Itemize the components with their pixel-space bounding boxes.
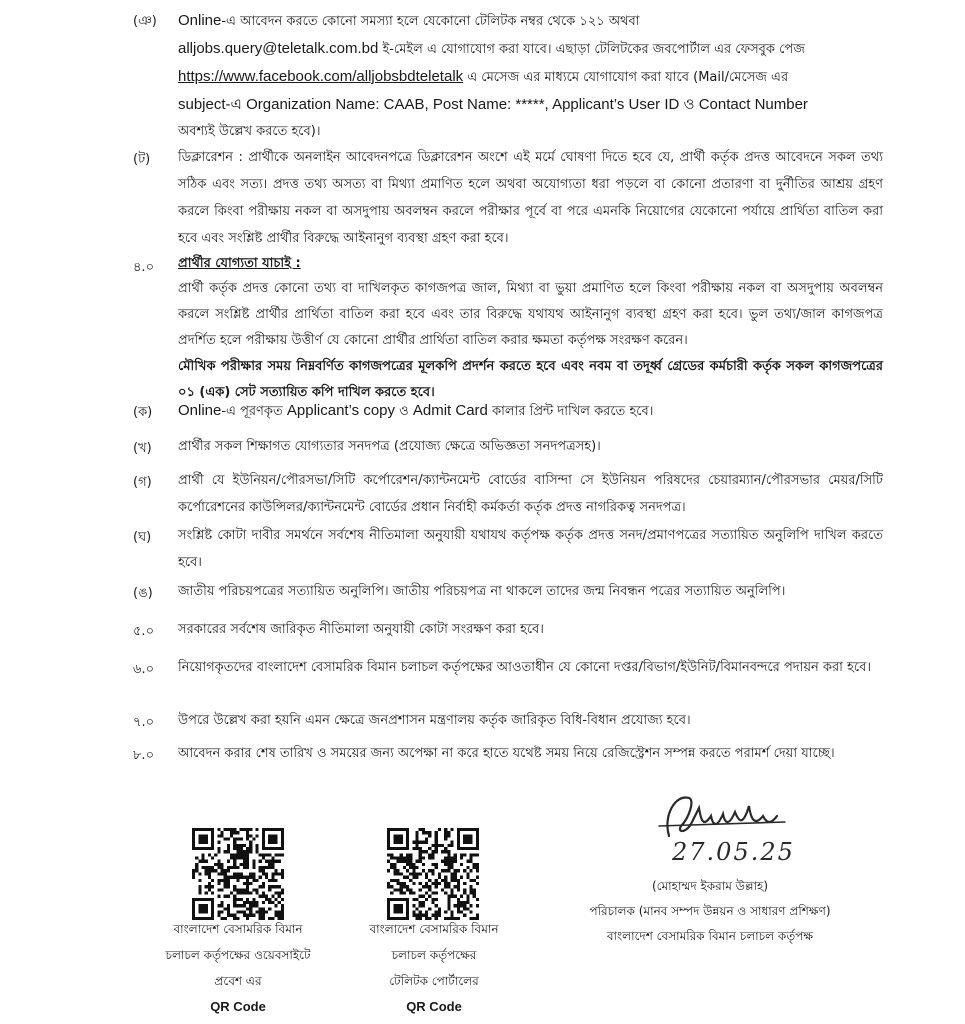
website-qr-code (192, 828, 284, 920)
facebook-link[interactable]: https://www.facebook.com/alljobsbdteletalk (178, 68, 464, 85)
item-s6 (178, 654, 883, 681)
item-s4-bold-text: মৌখিক পরীক্ষার সময় নিম্নবর্ণিত কাগজপত্রের মূলকপি প্রদর্শন করতে হবে এবং নবম বা তদূর্ধ্ব গ্রেডের কর্মচারী কর্তৃক সকল কাগজপত্রের ০১ (এক) সেট সত্যায়িত কপি দাখিল করতে হবে। (178, 359, 883, 400)
signatory-name: (মোহাম্মদ ইকরাম উল্লাহ) (651, 879, 769, 893)
item-to (178, 144, 883, 252)
qr-code-label: QR Code (406, 999, 462, 1014)
item-s4-text: প্রার্থী কর্তৃক প্রদত্ত কোনো তথ্য বা দাখিলকৃত কাগজপত্র জাল, মিথ্যা বা ভুয়া প্রমাণিত হলে কিংবা পরীক্ষায় নকল বা অসদুপায় অবলম্বন করলে সংশ্লিষ্ট প্রার্থীর প্রার্থিতা বাতিল করা হবে এবং তার বিরুদ্ধে যথাযথ আইনানুগ ব্যবস্থা গ্রহণ করা হবে। ভুল তথ্য/জাল কাগজপত্র প্রদর্শিত হলে পরীক্ষায় উত্তীর্ণ যে কোনো প্রার্থীর প্রার্থিতা বাতিল করার ক্ষমতা কর্তৃপক্ষ সংরক্ষণ করেন। (178, 281, 883, 348)
item-uo-text: জাতীয় পরিচয়পত্রের সত্যায়িত অনুলিপি। জাতীয় পরিচয়পত্র না থাকলে তাদের জন্ম নিবন্ধন পত্রের সত্যায়িত অনুলিপি। (178, 584, 786, 599)
item-kha-text: প্রার্থীর সকল শিক্ষাগত যোগ্যতার সনদপত্র (প্রযোজ্য ক্ষেত্রে অভিজ্ঞতা সনদপত্রসহ)। (178, 439, 601, 454)
item-ga (178, 467, 883, 521)
item-label-s5: ৫.০ (133, 624, 155, 639)
item-s7-text: উপরে উল্লেখ করা হয়নি এমন ক্ষেত্রে জনপ্রশাসন মন্ত্রণালয় কর্তৃক জারিকৃত বিধি-বিধান প্রযোজ্য হবে। (178, 713, 691, 728)
item-gha-text: সংশ্লিষ্ট কোটা দাবীর সমর্থনে সর্বশেষ নীতিমালা অনুযায়ী যথাযথ কর্তৃপক্ষ কর্তৃক প্রদত্ত সনদ/প্রমাণপত্রের সত্যায়িত অনুলিপি দাখিল করতে হবে। (178, 528, 883, 570)
item-s6-text: নিয়োগকৃতদের বাংলাদেশ বেসামরিক বিমান চলাচল কর্তৃপক্ষের আওতাধীন যে কোনো দপ্তর/বিভাগ/ইউনিট/বিমানবন্দরে পদায়ন করা হবে। (178, 660, 871, 675)
item-label-uo: (ঙ) (133, 586, 153, 601)
teletalk-qr-caption: বাংলাদেশ বেসামরিক বিমান চলাচল কর্তৃপক্ষের টেলিটক পোর্টালের QR Code (334, 916, 534, 1020)
item-s5-text: সরকারের সর্বশেষ জারিকৃত নীতিমালা অনুযায়ী কোটা সংরক্ষণ করা হবে। (178, 622, 544, 637)
signatory-organization: বাংলাদেশ বেসামরিক বিমান চলাচল কর্তৃপক্ষ (606, 929, 814, 943)
qr-code-label: QR Code (210, 999, 266, 1014)
item-label-s7: ৭.০ (133, 715, 155, 730)
item-kha (178, 433, 883, 460)
item-label-ka: (ক) (133, 405, 153, 420)
item-nio-line3: https://www.facebook.com/alljobsbdteletalk এ মেসেজ এর মাধ্যমে যোগাযোগ করা যাবে (Mail/মেসেজ এর (178, 68, 789, 85)
item-label-kha: (খ) (133, 441, 152, 456)
item-ka (178, 397, 883, 425)
item-label-s8: ৮.০ (133, 748, 155, 763)
item-nio-line4: subject-এ Organization Name: CAAB, Post Name: *****, Applicant’s User ID ও Contact Number (178, 96, 808, 113)
signatory-block (560, 874, 860, 949)
signature-date: 27.05.25 (672, 838, 795, 866)
item-nio-line2: alljobs.query@teletalk.com.bd ই-মেইল এ যোগাযোগ করা যাবে। এছাড়া টেলিটকের জবপোর্টাল এর ফেসবুক পেজ (178, 40, 805, 57)
website-qr-caption: বাংলাদেশ বেসামরিক বিমান চলাচল কর্তৃপক্ষের ওয়েবসাইটে প্রবেশ এর QR Code (140, 916, 336, 1020)
item-s5 (178, 616, 883, 643)
item-label-s6: ৬.০ (133, 662, 155, 677)
signatory-designation: পরিচালক (মানব সম্পদ উন্নয়ন ও সাধারণ প্রশিক্ষণ) (589, 904, 831, 918)
item-label-nio: (ঞ) (133, 14, 157, 29)
item-s8 (178, 740, 883, 767)
item-nio (178, 7, 883, 145)
item-nio-line5: অবশ্যই উল্লেখ করতে হবে)। (178, 124, 321, 139)
item-label-s4: ৪.০ (133, 260, 155, 275)
item-nio-line1: Online-এ আবেদন করতে কোনো সমস্যা হলে যেকোনো টেলিটক নম্বর থেকে ১২১ অথবা (178, 12, 640, 29)
item-s8-text: আবেদন করার শেষ তারিখ ও সময়ের জন্য অপেক্ষা না করে হাতে যথেষ্ট সময় নিয়ে রেজিস্ট্রেশন সম্পন্ন করতে পরামর্শ দেয়া যাচ্ছে। (178, 746, 835, 761)
item-to-text: ডিক্লারেশন : প্রার্থীকে অনলাইন আবেদনপত্রে ডিক্লারেশন অংশে এই মর্মে ঘোষণা দিতে হবে যে, প্রার্থী কর্তৃক প্রদত্ত আবেদনে সকল তথ্য সঠিক এবং সত্য। প্রদত্ত তথ্য অসত্য বা মিথ্যা প্রমাণিত হলে অথবা অযোগ্যতা ধরা পড়লে বা কোনো প্রতারণা বা দুর্নীতির আশ্রয় গ্রহণ করলে কিংবা পরীক্ষায় নকল বা অসদুপায় অবলম্বন করলে পরীক্ষার পূর্বে বা পরে এমনকি নিয়োগের যেকোনো পর্যায়ে প্রার্থিতা বাতিল করা হবে এবং সংশ্লিষ্ট প্রার্থীর বিরুদ্ধে আইনানুগ ব্যবস্থা গ্রহণ করা হবে। (178, 150, 883, 246)
email-link[interactable]: alljobs.query@teletalk.com.bd (178, 40, 379, 57)
item-label-to: (ট) (133, 152, 151, 167)
item-ga-text: প্রার্থী যে ইউনিয়ন/পৌরসভা/সিটি কর্পোরেশন/ক্যান্টনমেন্ট বোর্ডের বাসিন্দা সে ইউনিয়ন পরিষদের চেয়ারম্যান/পৌরসভার মেয়র/সিটি কর্পোরেশনের কাউন্সিলর/ক্যান্টনমেন্ট বোর্ডের প্রধান নির্বাহী কর্মকর্তা কর্তৃক প্রদত্ত নাগরিকত্ব সনদপত্র। (178, 473, 883, 515)
section-heading-eligibility: প্রার্থীর যোগ্যতা যাচাই : (178, 256, 301, 271)
teletalk-qr-code (387, 828, 479, 920)
item-uo (178, 578, 883, 605)
item-label-gha: (ঘ) (133, 530, 152, 545)
item-ka-text: Online-এ পূরণকৃত Applicant’s copy ও Admit Card কালার প্রিন্ট দাখিল করতে হবে। (178, 402, 654, 419)
item-gha (178, 522, 883, 576)
item-label-ga: (গ) (133, 475, 152, 490)
item-s4 (178, 252, 883, 406)
item-s7 (178, 707, 883, 734)
